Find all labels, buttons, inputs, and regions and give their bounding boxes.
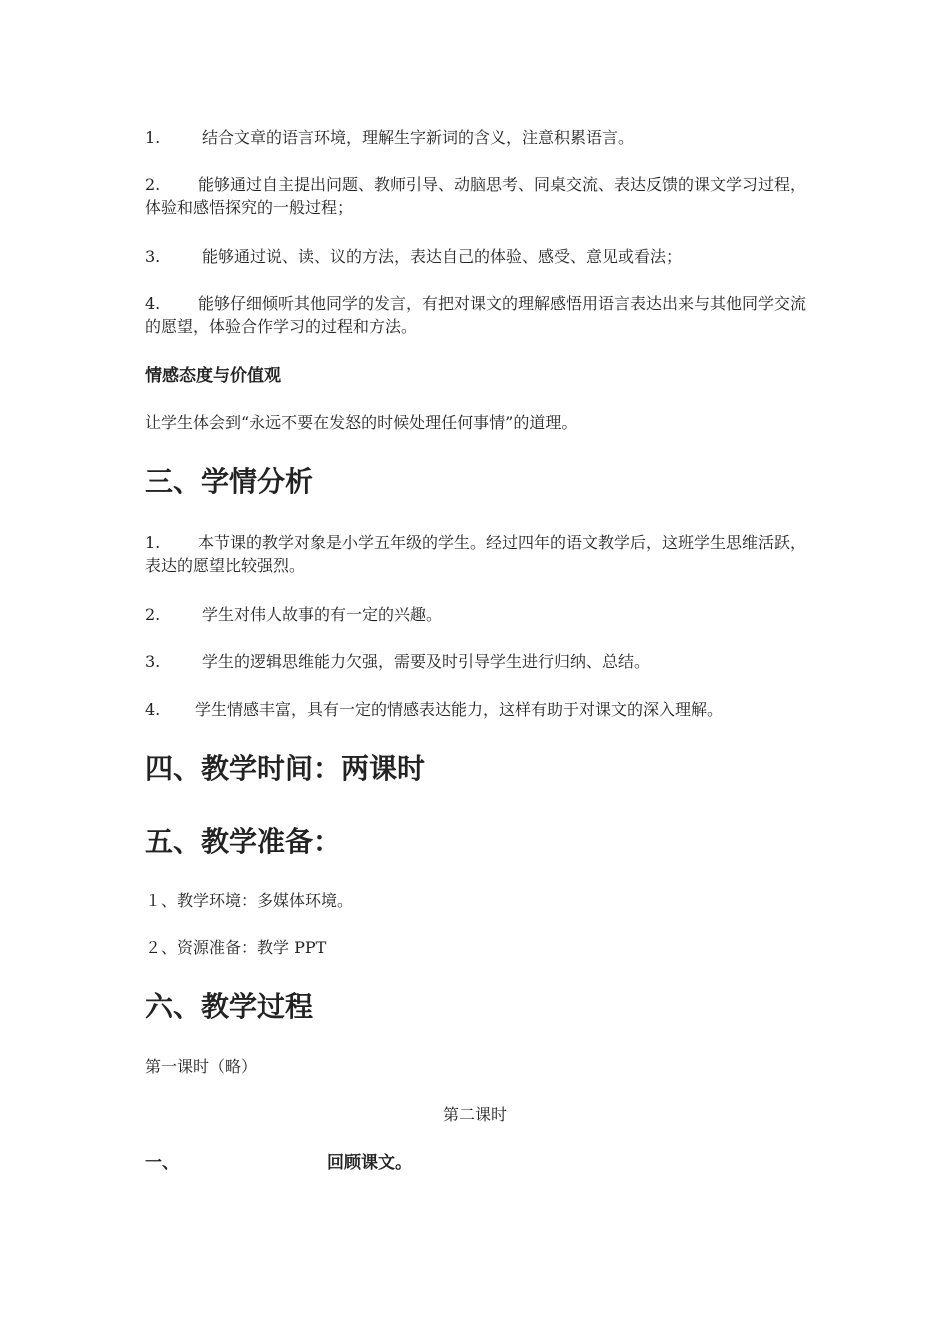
preparation-item-2: ２、资源准备：教学 PPT	[145, 938, 327, 957]
item-number: 1.	[145, 533, 161, 552]
item-number: 4.	[145, 294, 161, 313]
step-1-number: 一、	[145, 1153, 179, 1173]
step-1-title: 回顾课文。	[327, 1153, 412, 1173]
analysis-item-1	[145, 531, 810, 577]
analysis-item-2	[145, 603, 442, 626]
item-text: 结合文章的语言环境，理解生字新词的含义，注意积累语言。	[202, 128, 635, 147]
item-number: 4.	[145, 700, 161, 719]
objective-item-4	[145, 292, 810, 338]
item-text: 能够通过自主提出问题、教师引导、动脑思考、同桌交流、表达反馈的课文学习过程，体验和感悟探究的一般过程；	[145, 175, 807, 217]
objective-item-1	[145, 126, 634, 149]
section-5-heading: 五、教学准备：	[145, 825, 342, 858]
item-text: 学生情感丰富，具有一定的情感表达能力，这样有助于对课文的深入理解。	[195, 700, 724, 719]
preparation-item-1: １、教学环境：多媒体环境。	[145, 891, 354, 910]
item-text: 学生对伟人故事的有一定的兴趣。	[202, 605, 443, 624]
objective-item-2	[145, 173, 810, 219]
item-text: 能够仔细倾听其他同学的发言，有把对课文的理解感悟用语言表达出来与其他同学交流的愿望，体验合作学习的过程和方法。	[145, 294, 807, 336]
item-number: 3.	[145, 247, 161, 266]
item-number: 3.	[145, 652, 161, 671]
analysis-item-3	[145, 650, 650, 673]
item-number: 2.	[145, 175, 161, 194]
emotion-text: 让学生体会到“永远不要在发怒的时候处理任何事情”的道理。	[145, 413, 578, 432]
item-text: 学生的逻辑思维能力欠强，需要及时引导学生进行归纳、总结。	[202, 652, 651, 671]
emotion-heading: 情感态度与价值观	[145, 366, 281, 386]
section-3-heading: 三、学情分析	[145, 465, 314, 498]
objective-item-3	[145, 245, 682, 268]
item-number: 1.	[145, 128, 161, 147]
first-lesson-note: 第一课时（略）	[145, 1057, 258, 1076]
item-text: 本节课的教学对象是小学五年级的学生。经过四年的语文教学后，这班学生思维活跃，表达的愿望比较强烈。	[145, 533, 807, 575]
section-6-heading: 六、教学过程	[145, 990, 314, 1023]
section-4-heading: 四、教学时间：两课时	[145, 752, 426, 785]
second-lesson-title: 第二课时	[442, 1105, 507, 1124]
item-number: 2.	[145, 605, 161, 624]
analysis-item-4	[145, 698, 723, 721]
item-text: 能够通过说、读、议的方法，表达自己的体验、感受、意见或看法；	[202, 247, 683, 266]
